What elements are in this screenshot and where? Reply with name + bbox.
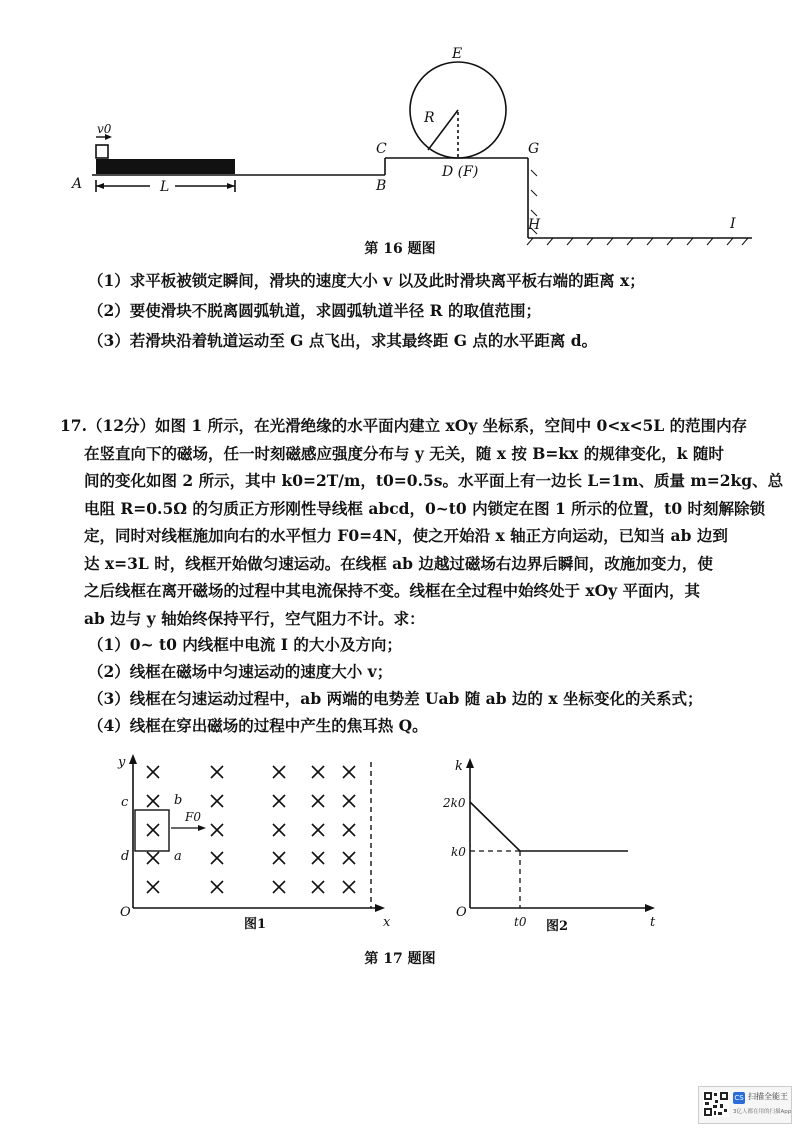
field-cross-icon — [343, 852, 355, 864]
fig2-tick-t0: t0 — [514, 915, 527, 929]
field-cross-icon — [273, 795, 285, 807]
field-cross-icon — [147, 852, 159, 864]
field-cross-icon — [273, 766, 285, 778]
q17-body — [60, 412, 784, 632]
fig1-label-d: d — [121, 849, 130, 864]
badge-title: 扫描全能王 — [748, 1092, 788, 1101]
q17-line: 定，同时对线框施加向右的水平恒力 F0=4N，使之开始沿 x 轴正方向运动，已知当 ab 边到 — [84, 526, 728, 545]
label-v0: v0 — [97, 122, 112, 136]
field-cross-icon — [312, 824, 324, 836]
field-cross-icon — [273, 824, 285, 836]
field-cross-icon — [343, 824, 355, 836]
label-D-F: D (F) — [442, 164, 479, 180]
scanner-badge — [698, 1086, 792, 1124]
fig1-origin: O — [120, 905, 131, 920]
fig1-label-b: b — [174, 793, 183, 808]
q16-part-1: （1）求平板被锁定瞬间，滑块的速度大小 v 以及此时滑块离平板右端的距离 x； — [88, 271, 645, 290]
fig1-caption: 图1 — [244, 917, 267, 932]
q17-line: 达 x=3L 时，线框开始做匀速运动。在线框 ab 边越过磁场右边界后瞬间，改施加变力，使 — [84, 553, 713, 573]
field-cross-icon — [343, 766, 355, 778]
field-cross-icon — [147, 795, 159, 807]
q17-line: 间的变化如图 2 所示，其中 k0=2T/m，t0=0.5s。水平面上有一边长 L=1m、质量 m=2kg、总 — [84, 471, 784, 490]
fig2-tick-k0: k0 — [451, 845, 466, 859]
camscanner-logo-icon: CS — [734, 1094, 744, 1102]
q16-part-3: （3）若滑块沿着轨道运动至 G 点飞出，求其最终距 G 点的水平距离 d。 — [88, 331, 598, 350]
field-cross-icon — [312, 852, 324, 864]
q17-part-4: （4）线框在穿出磁场的过程中产生的焦耳热 Q。 — [88, 716, 428, 735]
fig2-t-label: t — [650, 915, 656, 930]
label-A: A — [72, 176, 83, 192]
q16-part-2: （2）要使滑块不脱离圆弧轨道，求圆弧轨道半径 R 的取值范围； — [88, 301, 541, 320]
figure-16-caption: 第 16 题图 — [364, 241, 436, 257]
field-cross-icon — [312, 766, 324, 778]
fig1-label-F0: F0 — [185, 810, 201, 824]
field-cross-icon — [211, 881, 223, 893]
k-t-curve — [470, 802, 628, 851]
fig1-x-label: x — [383, 915, 391, 930]
figure-17-1 — [117, 754, 391, 932]
q17-part-3: （3）线框在匀速运动过程中，ab 两端的电势差 Uab 随 ab 边的 x 坐标变化的关系式； — [88, 689, 703, 708]
label-B: B — [376, 178, 387, 194]
field-cross-icon — [273, 852, 285, 864]
plank — [96, 159, 235, 174]
label-G: G — [528, 141, 540, 157]
field-cross-icon — [211, 852, 223, 864]
badge-subtitle: 3亿人都在用的扫描App — [733, 1109, 792, 1115]
q17-line: 在竖直向下的磁场，任一时刻磁感应强度分布与 y 无关，随 x 按 B=kx 的规律变化，k 随时 — [84, 443, 724, 463]
field-cross-icon — [147, 824, 159, 836]
fig2-k-label: k — [455, 759, 463, 774]
qr-code-icon — [703, 1091, 729, 1117]
label-L: L — [160, 179, 170, 195]
field-cross-icon — [273, 881, 285, 893]
q17-part-1: （1）0~ t0 内线框中电流 I 的大小及方向； — [88, 635, 402, 654]
figure-17-caption: 第 17 题图 — [364, 951, 436, 967]
fig2-tick-2k0: 2k0 — [443, 796, 466, 810]
label-I: I — [730, 216, 736, 232]
field-cross-icon — [343, 881, 355, 893]
fig1-label-c: c — [121, 795, 129, 810]
figure-16 — [0, 0, 800, 250]
field-cross-icon — [211, 795, 223, 807]
figure-17-2 — [442, 758, 656, 934]
label-H: H — [528, 217, 541, 233]
fig2-origin: O — [456, 905, 467, 920]
fig1-y-label: y — [118, 755, 126, 770]
field-cross-icon — [312, 881, 324, 893]
field-cross-icon — [343, 795, 355, 807]
label-E: E — [452, 46, 463, 62]
field-cross-icon — [211, 824, 223, 836]
field-cross-icon — [147, 766, 159, 778]
fig1-label-a: a — [174, 849, 182, 864]
label-R: R — [424, 110, 435, 126]
q17-line: 电阻 R=0.5Ω 的匀质正方形刚性导线框 abcd，0~t0 内锁定在图 1 所示的位置，t0 时刻解除锁 — [84, 498, 766, 518]
field-cross-icon — [312, 795, 324, 807]
figure-17 — [0, 740, 800, 970]
fig2-caption: 图2 — [546, 919, 569, 934]
q17-line: ab 边与 y 轴始终保持平行，空气阻力不计。求： — [84, 608, 425, 628]
q17-part-2: （2）线框在磁场中匀速运动的速度大小 v； — [88, 662, 393, 681]
label-C: C — [376, 141, 387, 157]
field-cross-icon — [147, 881, 159, 893]
field-cross-icon — [211, 766, 223, 778]
q17-line: 之后线框在离开磁场的过程中其电流保持不变。线框在全过程中始终处于 xOy 平面内，其 — [84, 581, 701, 600]
q17-line: 17.（12分）如图 1 所示，在光滑绝缘的水平面内建立 xOy 坐标系，空间中 0<x<5L 的范围内存 — [60, 416, 748, 435]
